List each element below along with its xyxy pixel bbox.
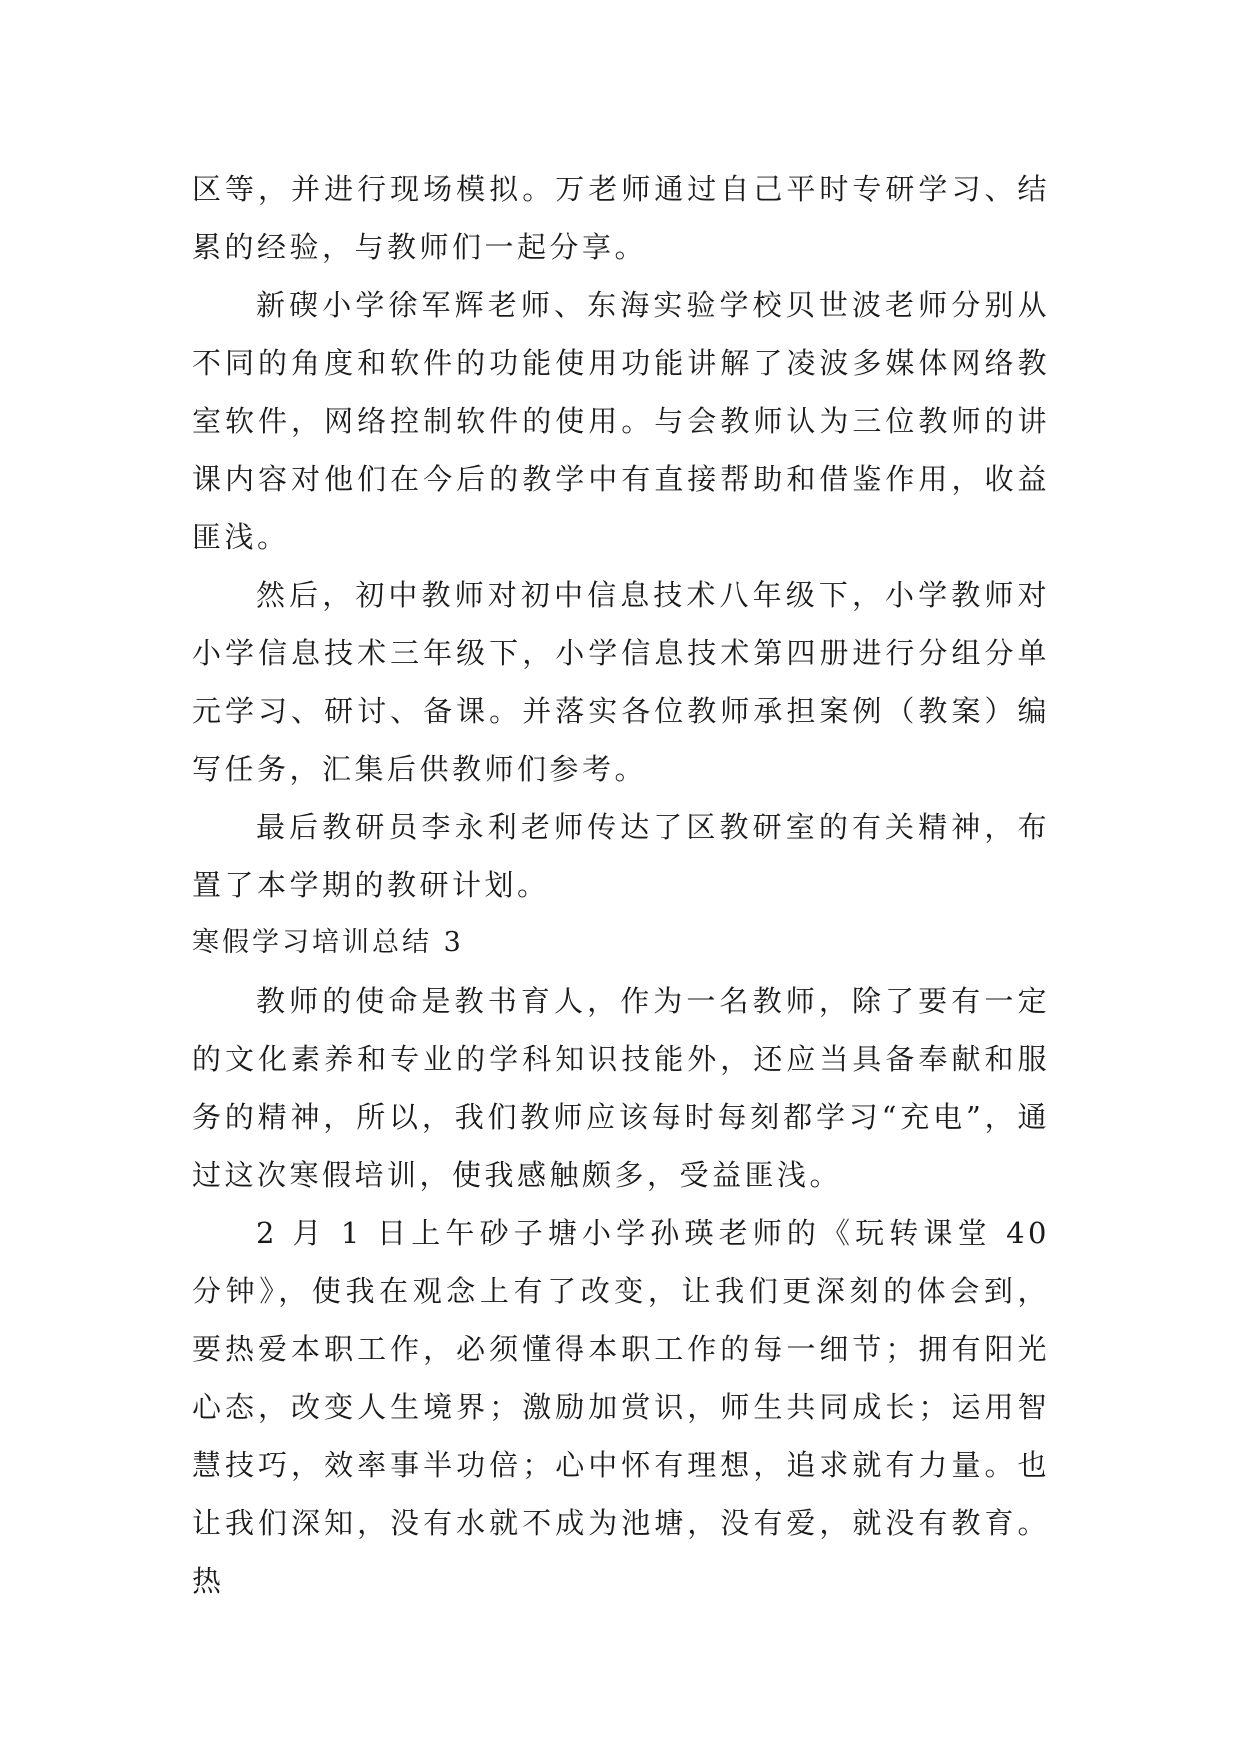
paragraph: 2 月 1 日上午砂子塘小学孙瑛老师的《玩转课堂 40 分钟》，使我在观念上有了改变，让我们更深刻的体会到，要热爱本职工作，必须懂得本职工作的每一细节；拥有阳光心态，改变人生境界；激励加赏识，师生共同成长；运用智慧技巧，效率事半功倍；心中怀有理想，追求就有力量。也让我们深知，没有水就不成为池塘，没有爱，就没有教育。热: [192, 1216, 1050, 1598]
paragraph: 教师的使命是教书育人，作为一名教师，除了要有一定的文化素养和专业的学科知识技能外，还应当具备奉献和服务的精神，所以，我们教师应该每时每刻都学习“充电”，通过这次寒假培训，使我感触颇多，受益匪浅。: [192, 984, 1050, 1192]
paragraph: 区等，并进行现场模拟。万老师通过自己平时专研学习、结累的经验，与教师们一起分享。: [192, 172, 1050, 264]
document-body: [192, 160, 1050, 1610]
section-heading: 寒假学习培训总结 3: [192, 927, 464, 958]
paragraph: 最后教研员李永利老师传达了区教研室的有关精神，布置了本学期的教研计划。: [192, 810, 1050, 902]
paragraph: 新碶小学徐军辉老师、东海实验学校贝世波老师分别从不同的角度和软件的功能使用功能讲解了凌波多媒体网络教室软件，网络控制软件的使用。与会教师认为三位教师的讲课内容对他们在今后的教学中有直接帮助和借鉴作用，收益匪浅。: [192, 288, 1050, 554]
paragraph: 然后，初中教师对初中信息技术八年级下，小学教师对小学信息技术三年级下，小学信息技术第四册进行分组分单元学习、研讨、备课。并落实各位教师承担案例（教案）编写任务，汇集后供教师们参考。: [192, 578, 1050, 786]
